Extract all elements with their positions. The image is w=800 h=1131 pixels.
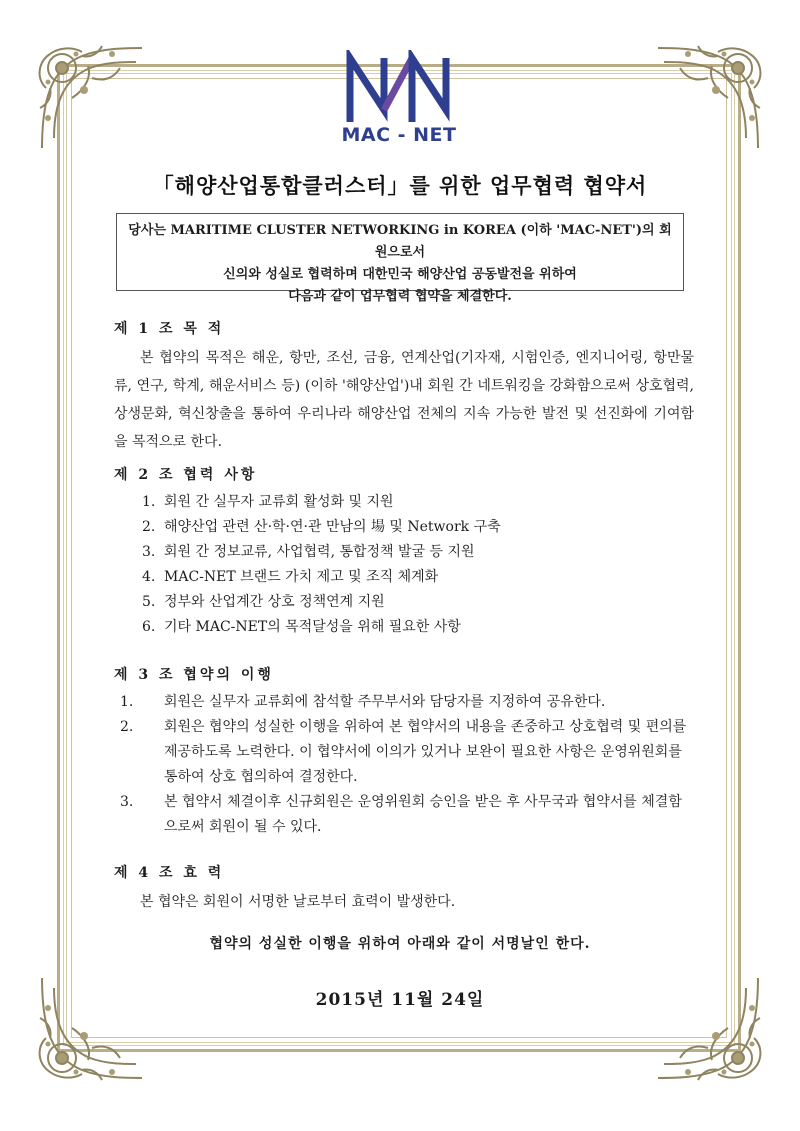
list-item [120,715,694,790]
list-item [142,565,694,590]
item-number: 5. [142,594,156,610]
item-number: 4. [142,569,156,585]
article-1-body: 본 협약의 목적은 해운, 항만, 조선, 금융, 연계산업(기자재, 시험인증, 엔지니어링, 항만물류, 연구, 학계, 해운서비스 등) (이하 '해양산업')내 회원 간 네트워킹을 강화함으로써 상호협력, 상생문화, 혁신창출을 통하여 우리나라 해양산업 전체의 지속 가능한 발전 및 선진화에 기여함을 목적으로 한다. [114,350,694,450]
item-text: 회원은 협약의 성실한 이행을 위하여 본 협약서의 내용을 존중하고 상호협력 및 편의를 제공하도록 노력한다. 이 협약서에 이의가 있거나 보완이 필요한 사항은 운영위원회를 통하여 상호 협의하여 결정한다. [164,719,687,785]
article-1 [114,318,694,456]
article-1-heading: 제 1 조 목 적 [114,321,225,337]
intro-line: 당사는 MARITIME CLUSTER NETWORKING in KOREA (이하 'MAC-NET')의 회원으로서 [128,223,672,260]
logo-text: MAC - NET [341,124,457,146]
item-text: MAC-NET 브랜드 가치 제고 및 조직 체계화 [164,569,439,585]
article-4-heading: 제 4 조 효 력 [114,865,225,881]
list-item [142,515,694,540]
list-item [142,590,694,615]
intro-line: 신의와 성실로 협력하며 대한민국 해양산업 공동발전을 위하여 [223,267,577,282]
item-number: 6. [142,619,156,635]
item-text: 기타 MAC-NET의 목적달성을 위해 필요한 사항 [164,619,461,635]
article-2-list [114,490,694,640]
list-item [120,790,694,840]
item-text: 회원 간 정보교류, 사업협력, 통합정책 발굴 등 지원 [164,544,475,560]
list-item [120,690,694,715]
article-3-list [114,690,694,840]
item-text: 정부와 산업계간 상호 정책연계 지원 [164,594,385,610]
item-number: 3. [120,794,134,810]
intro-line: 다음과 같이 업무협력 협약을 체결한다. [288,289,512,304]
document-title: 「해양산업통합클러스터」를 위한 업무협력 협약서 [152,173,648,198]
list-item [142,615,694,640]
item-text: 해양산업 관련 산·학·연·관 만남의 場 및 Network 구축 [164,519,501,535]
corner-ornament-icon [648,38,768,158]
intro-statement-box [116,213,684,304]
item-text: 회원 간 실무자 교류회 활성화 및 지원 [164,494,394,510]
item-number: 1. [142,494,156,510]
item-number: 2. [120,719,134,735]
item-number: 1. [120,694,134,710]
signing-date: 2015년 11월 24일 [315,990,485,1010]
closing-statement: 협약의 성실한 이행을 위하여 아래와 같이 서명날인 한다. [209,936,591,952]
corner-ornament-icon [32,38,152,158]
article-1-body-wrap [114,344,694,456]
article-4-body-wrap [114,888,694,916]
article-3-heading: 제 3 조 협약의 이행 [114,667,274,683]
item-text: 회원은 실무자 교류회에 참석할 주무부서와 담당자를 지정하여 공유한다. [164,694,606,710]
list-item [142,490,694,515]
article-2-heading: 제 2 조 협력 사항 [114,467,258,483]
item-number: 3. [142,544,156,560]
item-text: 본 협약서 체결이후 신규회원은 운영위원회 승인을 받은 후 사무국과 협약서를 체결함으로써 회원이 될 수 있다. [164,794,682,835]
article-2 [114,464,694,640]
item-number: 2. [142,519,156,535]
article-3 [114,664,694,840]
article-4-body: 본 협약은 회원이 서명한 날로부터 효력이 발생한다. [140,894,456,910]
list-item [142,540,694,565]
article-4 [114,862,694,916]
